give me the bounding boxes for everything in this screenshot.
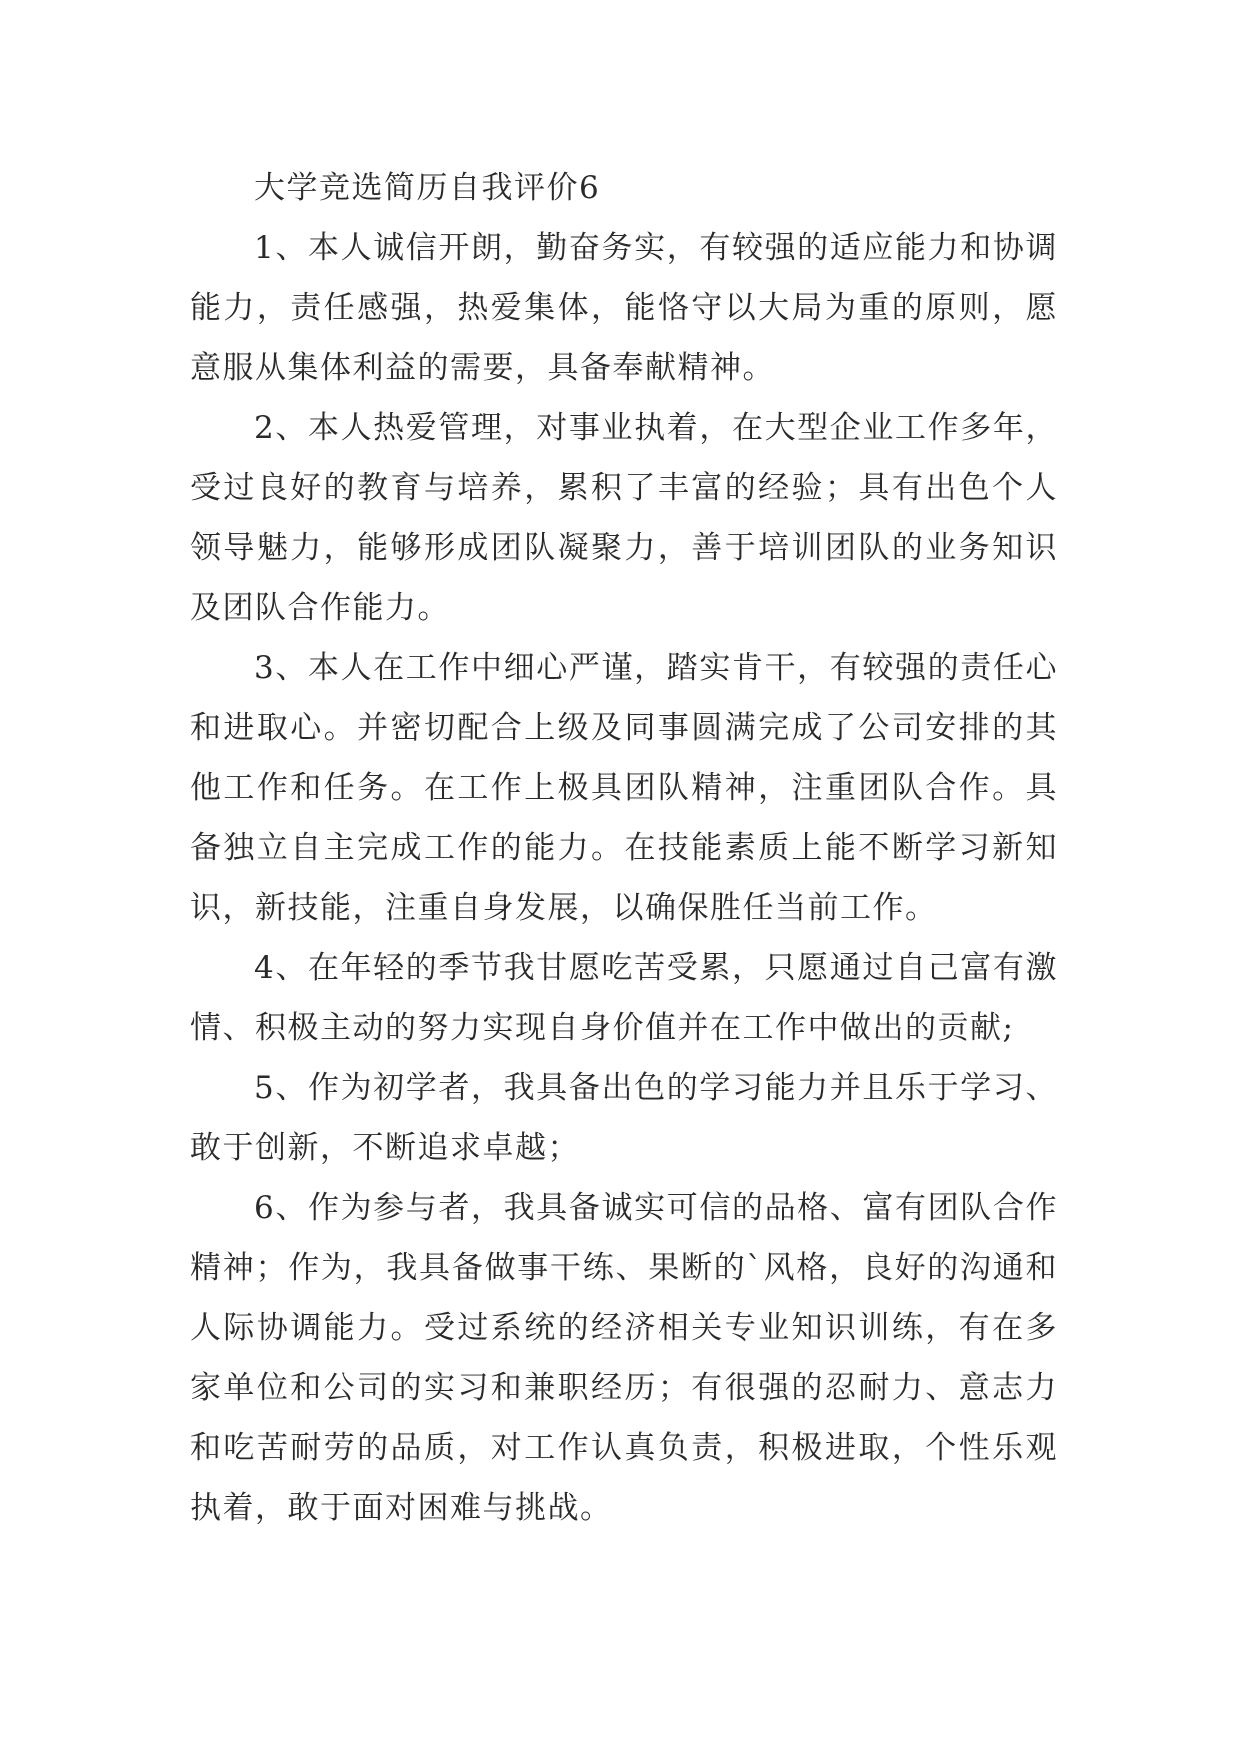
paragraph-4: 4、在年轻的季节我甘愿吃苦受累，只愿通过自己富有激情、积极主动的努力实现自身价值并在工作中做出的贡献;	[190, 950, 1058, 1046]
paragraph-6: 6、作为参与者，我具备诚实可信的品格、富有团队合作精神；作为，我具备做事干练、果断的`风格，良好的沟通和人际协调能力。受过系统的经济相关专业知识训练，有在多家单位和公司的实习和兼职经历；有很强的忍耐力、意志力和吃苦耐劳的品质，对工作认真负责，积极进取，个性乐观执着，敢于面对困难与挑战。	[190, 1190, 1058, 1526]
document-body	[190, 158, 1058, 1538]
document-title: 大学竞选简历自我评价6	[254, 170, 601, 206]
paragraph-5: 5、作为初学者，我具备出色的学习能力并且乐于学习、敢于创新，不断追求卓越；	[190, 1070, 1058, 1166]
paragraph-2: 2、本人热爱管理，对事业执着，在大型企业工作多年，受过良好的教育与培养，累积了丰富的经验；具有出色个人领导魅力，能够形成团队凝聚力，善于培训团队的业务知识及团队合作能力。	[190, 410, 1058, 626]
paragraph-3: 3、本人在工作中细心严谨，踏实肯干，有较强的责任心和进取心。并密切配合上级及同事圆满完成了公司安排的其他工作和任务。在工作上极具团队精神，注重团队合作。具备独立自主完成工作的能力。在技能素质上能不断学习新知识，新技能，注重自身发展，以确保胜任当前工作。	[190, 650, 1058, 926]
paragraph-1: 1、本人诚信开朗，勤奋务实，有较强的适应能力和协调能力，责任感强，热爱集体，能恪守以大局为重的原则，愿意服从集体利益的需要，具备奉献精神。	[190, 230, 1058, 386]
